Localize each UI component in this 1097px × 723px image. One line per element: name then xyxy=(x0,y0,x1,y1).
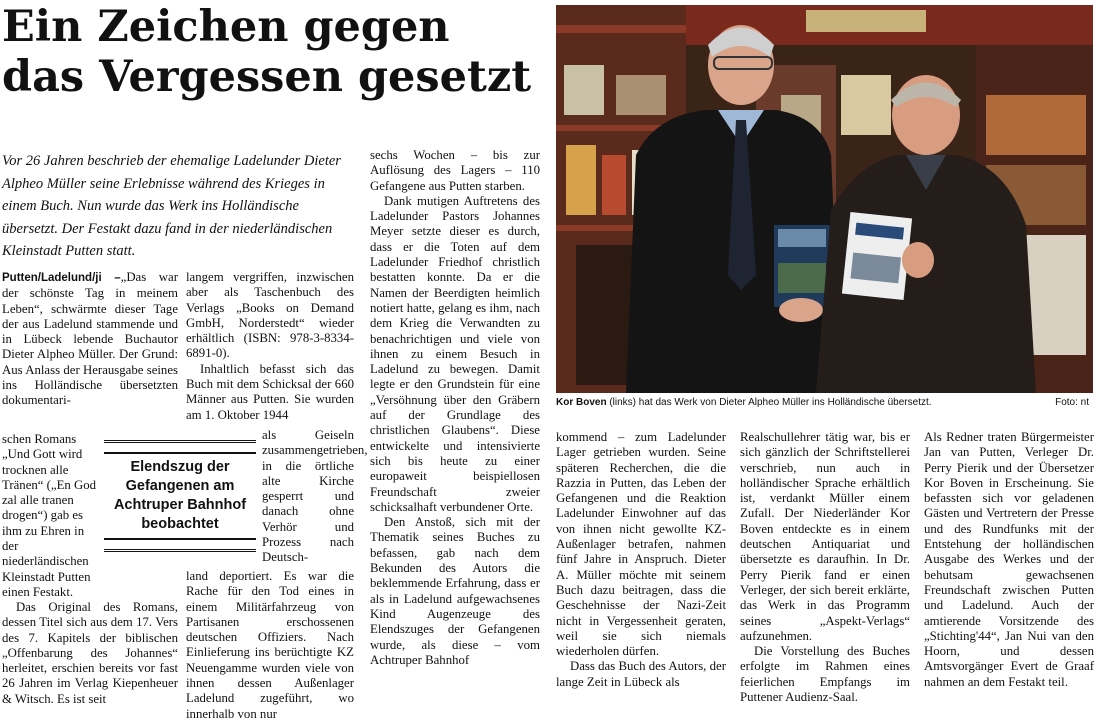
dateline: Putten/Ladelund/ji – xyxy=(2,272,121,284)
article-text: Dank mutigen Auftretens des Ladelunder Pastors Johannes Meyer setzte dieser es durch, dass er die Toten auf dem Ladelunder Friedhof christlich bestatten konnte. Da er die Namen der Beerdigten heimlich notiert hatte, gelang es ihm, nach dem Krieg die Verwandten zu benachrichtigen und viele von ihnen zu einem Besuch in Ladelund zu bewegen. Damit legte er den Grundstein für eine „Versöhnung über den Gräbern auf der Grundlage des christlichen Glaubens“. Diese entwickelte und intensivierte sich bis heute zu einer europaweit beispiellosen Freundschaft zweier schicksalhaft verbundener Orte. xyxy=(370,193,540,514)
headline xyxy=(2,2,552,102)
lead-paragraph: Vor 26 Jahren beschrieb der ehemalige Ladelunder Dieter Alpheo Müller seine Erlebnisse während des Krieges in einem Buch. Nun wurde das Werk ins Holländische übersetzt. Der Festakt dazu fand in der niederländischen Kleinstadt Putten statt. xyxy=(2,153,341,259)
article-text: „Das war der schönste Tag in meinem Leben“, schwärmte dieser Tage der aus Ladelund stammende und in Lübeck lebende Buchautor Dieter Alpheo Müller. Der Grund: Aus Anlass der Herausgabe seines ins Holländische übersetzten dokumentari- xyxy=(2,270,178,408)
article-column-2 xyxy=(186,270,354,423)
photo-illustration xyxy=(556,5,1093,393)
article-text: sechs Wochen – bis zur Auflösung des Lagers – 110 Gefangene aus Putten starben. xyxy=(370,148,540,193)
article-text: Als Redner traten Bürgermeister Jan van Putten, Verleger Dr. Perry Pierik und der Übersetzer Kor Boven in Erscheinung. Sie befassten sich vor geladenen Gästen und Vertretern der Presse und des Rundfunks mit der Entstehung der holländischen Ausgabe des Werkes und der behutsam gewachsenen Freundschaft zwischen Putten und Ladelund. Auch der amtierende Vorsitzende des „Stichting'44“, Jan Nui van den Hoorn, und dessen Amtsvorgänger Evert de Graaf nahmen an dem Festakt teil. xyxy=(924,430,1094,689)
article-text: schen Romans „Und Gott wird trocknen alle Tränen“ („En God zal alle tranen drogen“) gab es ihm zu Ehren in der niederländischen Kleinstadt Putten einen Festakt. xyxy=(2,432,97,599)
caption-text: (links) hat das Werk von Dieter Alpheo Müller ins Holländische übersetzt. xyxy=(606,397,932,408)
article-text: kommend – zum Ladelunder Lager getrieben wurden. Seine späteren Recherchen, die die Razzia in Putten, das Leben der Gefangenen und die Reaktion Ladelunder Einwohner auf das von ihnen nicht gewollte KZ-Außenlager betrafen, nahmen fünf Jahre in Anspruch. Dieter A. Müller möchte mit seinem Buch dazu beitragen, dass die Geschehnisse der Nazi-Zeit nicht in Vergessenheit geraten, weil sie sich niemals wiederholen dürfen. xyxy=(556,430,726,659)
article-text: Inhaltlich befasst sich das Buch mit dem Schicksal der 660 Männer aus Putten. Sie wurden am 1. Oktober 1944 xyxy=(186,361,354,422)
article-column-2-bottom xyxy=(186,569,354,722)
caption-name: Kor Boven xyxy=(556,397,607,408)
photo-two-men-with-books xyxy=(556,5,1093,393)
article-text: langem vergriffen, inzwischen aber als Taschenbuch des Verlags „Books on Demand GmbH, Norderstedt“ wieder erhältlich (ISBN: 978-3-8334-6891-0). xyxy=(186,270,354,361)
article-column-1-bottom xyxy=(2,600,178,707)
article-text: Den Anstoß, sich mit der Thematik seines Buches zu befassen, gab nach dem Bekunden des Autors die beklemmende Erfahrung, dass er als in Ladelund aufgewachsenes Kind Augenzeuge des Elendszuges der Gefangenen wurde, als diese – vom Achtruper Bahnhof xyxy=(370,515,540,667)
article-column-4 xyxy=(556,430,726,690)
article-text: Die Vorstellung des Buches erfolgte im Rahmen eines feierlichen Empfangs im Puttener Audienz-Saal. xyxy=(740,644,910,705)
article-column-1-narrow xyxy=(2,432,98,600)
article-text: als Geiseln zusammengetrieben, in die örtliche alte Kirche gesperrt und danach ohne Verhör und Prozess nach Deutsch- xyxy=(262,428,368,565)
article-text: land deportiert. Es war die Rache für den Tod eines in einem Militärfahrzeug von Partisanen erschossenen deutschen Offiziers. Nach Einlieferung ins berüchtigte KZ Neuengamme wurden viele von ihnen dessen Außenlager Ladelund zugeführt, wo innerhalb von nur xyxy=(186,569,354,721)
article-column-6 xyxy=(924,430,1094,690)
article-paragraph xyxy=(2,270,178,409)
headline-line-1: Ein Zeichen gegen xyxy=(2,2,450,52)
article-column-2-narrow xyxy=(262,428,368,566)
article-column-5 xyxy=(740,430,910,705)
pull-quote xyxy=(104,440,256,552)
article-column-1 xyxy=(2,270,178,409)
article-text: Dass das Buch des Autors, der lange Zeit in Lübeck als xyxy=(556,659,726,689)
headline-line-2: das Vergessen gesetzt xyxy=(2,52,532,102)
article-text: Realschullehrer tätig war, bis er sich gänzlich der Schriftstellerei verschrieb, nun auch in holländischer Sprache erhältlich ist, verdankt Müller einem Zufall. Der Niederländer Kor Boven entdeckte es in einem deutschen Antiquariat und übersetzte es daraufhin. In Dr. Perry Pierik fand er einen Verleger, der sich bereit erklärte, das Werk in das Programm seines „Aspekt-Verlags“ aufzunehmen. xyxy=(740,430,910,643)
pull-quote-text: Elendszug der Gefangenen am Achtruper Bahnhof beobachtet xyxy=(104,452,256,540)
article-text: Das Original des Romans, dessen Titel sich aus dem 17. Vers des 7. Kapitels der biblischen „Offenbarung des Johannes“ herleitet, erschien bereits vor fast 26 Jahren im Verlag Kiepenheuer & Witsch. Es ist seit xyxy=(2,600,178,706)
article-column-3 xyxy=(370,148,540,668)
photo-credit: Foto: nt xyxy=(1055,397,1089,408)
photo-caption xyxy=(556,396,1093,412)
